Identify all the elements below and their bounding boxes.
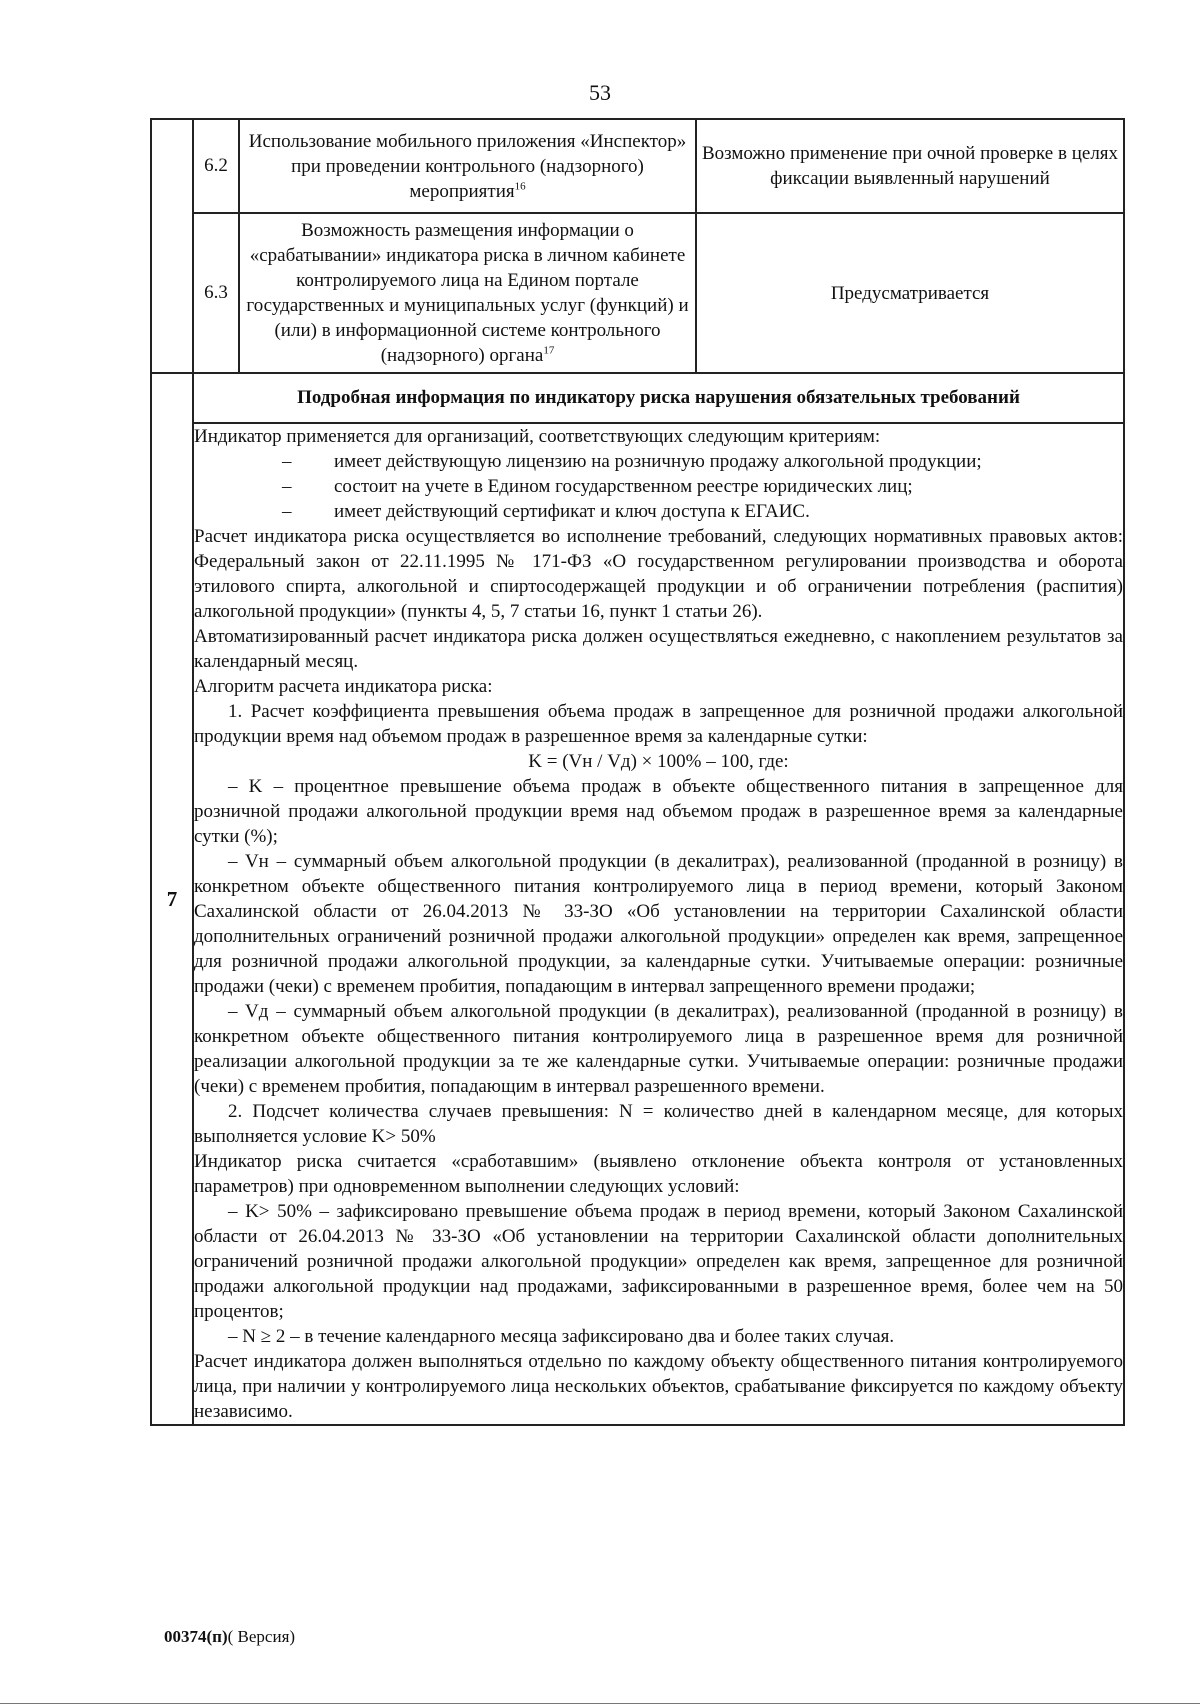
criteria-item: – имеет действующий сертификат и ключ доступа к ЕГАИС. (282, 501, 810, 522)
group-number: 7 (151, 373, 193, 1425)
row-number: 6.2 (193, 119, 239, 213)
row-description: Возможность размещения информации о «срабатывании» индикатора риска в личном кабинете контролируемого лица на Едином портале государственных и муниципальных услуг (функций) и (или) в информационной системе контрольного (надзорного) органа$^{17}$ (239, 213, 696, 373)
row-number: 6.3 (193, 213, 239, 373)
bottom-rule (0, 1703, 1200, 1704)
definition-vn: – Vн – суммарный объем алкогольной продукции (в декалитрах), реализованной (проданной в розницу) в конкретном объекте общественного питания контролируемого лица в период времени, который Законом Сахалинской области от 26.04.2013 № 33-ЗО «Об установлении на территории Сахалинской области дополнительных ограничений розничной продажи алкогольной продукции» определен как время, запрещенное для розничной продажи алкогольной продукции, за календарные сутки. Учитываемые операции: розничные продажи (чеки) с временем пробития, попадающим в интервал запрещенного времени продажи; (194, 851, 1123, 997)
footnote-ref: 16 (514, 180, 526, 193)
document-version: ( Версия) (227, 1627, 296, 1646)
section-heading-row (151, 373, 1124, 423)
legal-basis-text: Расчет индикатора риска осуществляется во исполнение требований, следующих нормативных правовых актов: Федеральный закон от 22.11.1995 № 171-ФЗ «О государственном регулировании производства и оборота этилового спирта, алкогольной и спиртосодержащей продукции и об ограничении потребления (распития) алкогольной продукции» (пункты 4, 5, 7 статьи 16, пункт 1 статьи 26). (194, 526, 1123, 622)
document-code: 00374(п) (164, 1627, 228, 1646)
indicator-table (150, 118, 1125, 1426)
section-body-row (151, 423, 1124, 1425)
automation-text: Автоматизированный расчет индикатора риска должен осуществляться ежедневно, с накоплением результатов за календарный месяц. (194, 626, 1123, 672)
definition-k: – K – процентное превышение объема продаж в объекте общественного питания в запрещенное для розничной продажи алкогольной продукции время над объемом продаж в разрешенное время за календарные сутки (%); (194, 776, 1123, 847)
criteria-item: – имеет действующую лицензию на розничную продажу алкогольной продукции; (282, 451, 982, 472)
trigger-condition-2: – N ≥ 2 – в течение календарного месяца зафиксировано два и более таких случая. (228, 1326, 895, 1347)
page-number: 53 (589, 80, 611, 105)
section-heading: Подробная информация по индикатору риска нарушения обязательных требований (193, 373, 1124, 423)
row-description: Использование мобильного приложения «Инспектор» при проведении контрольного (надзорного) мероприятия$^{16}$ (239, 119, 696, 213)
trigger-condition-1: – K> 50% – зафиксировано превышение объема продаж в период времени, который Законом Сахалинской области от 26.04.2013 № 33-ЗО «Об установлении на территории Сахалинской области дополнительных ограничений розничной продажи алкогольной продукции» определен как время, запрещенное для розничной продажи алкогольной продукции над продажами, зафиксированными в разрешенное время, более чем на 50 процентов; (194, 1201, 1123, 1322)
criteria-item: – состоит на учете в Едином государственном реестре юридических лиц; (282, 476, 913, 497)
row-value: Возможно применение при очной проверке в целях фиксации выявленный нарушений (696, 119, 1124, 213)
algorithm-step-1: 1. Расчет коэффициента превышения объема продаж в запрещенное для розничной продажи алкогольной продукции время над объемом продаж в разрешенное время за календарные сутки: (194, 701, 1123, 747)
section-body (193, 423, 1124, 1425)
algorithm-step-2: 2. Подсчет количества случаев превышения: N = количество дней в календарном месяце, для которых выполняется условие K> 50% (194, 1101, 1123, 1147)
formula: K = (Vн / Vд) × 100% – 100, где: (528, 751, 789, 772)
table-row (151, 119, 1124, 213)
closing-text: Расчет индикатора должен выполняться отдельно по каждому объекту общественного питания контролируемого лица, при наличии у контролируемого лица нескольких объектов, срабатывание фиксируется по каждому объекту независимо. (194, 1351, 1123, 1422)
document-footer (164, 1627, 295, 1647)
row-value: Предусматривается (696, 213, 1124, 373)
table-row (151, 213, 1124, 373)
group-number-cell-empty (151, 119, 193, 373)
algorithm-title: Алгоритм расчета индикатора риска: (194, 676, 493, 697)
footnote-ref: 17 (543, 344, 555, 357)
intro-text: Индикатор применяется для организаций, соответствующих следующим критериям: (194, 426, 881, 447)
definition-vd: – Vд – суммарный объем алкогольной продукции (в декалитрах), реализованной (проданной в розницу) в конкретном объекте общественного питания контролируемого лица в разрешенное время для розничной реализации алкогольной продукции за те же календарные сутки. Учитываемые операции: розничные продажи (чеки) с временем пробития, попадающим в интервал разрешенного времени. (194, 1001, 1123, 1097)
trigger-intro: Индикатор риска считается «сработавшим» (выявлено отклонение объекта контроля от установленных параметров) при одновременном выполнении следующих условий: (194, 1151, 1123, 1197)
